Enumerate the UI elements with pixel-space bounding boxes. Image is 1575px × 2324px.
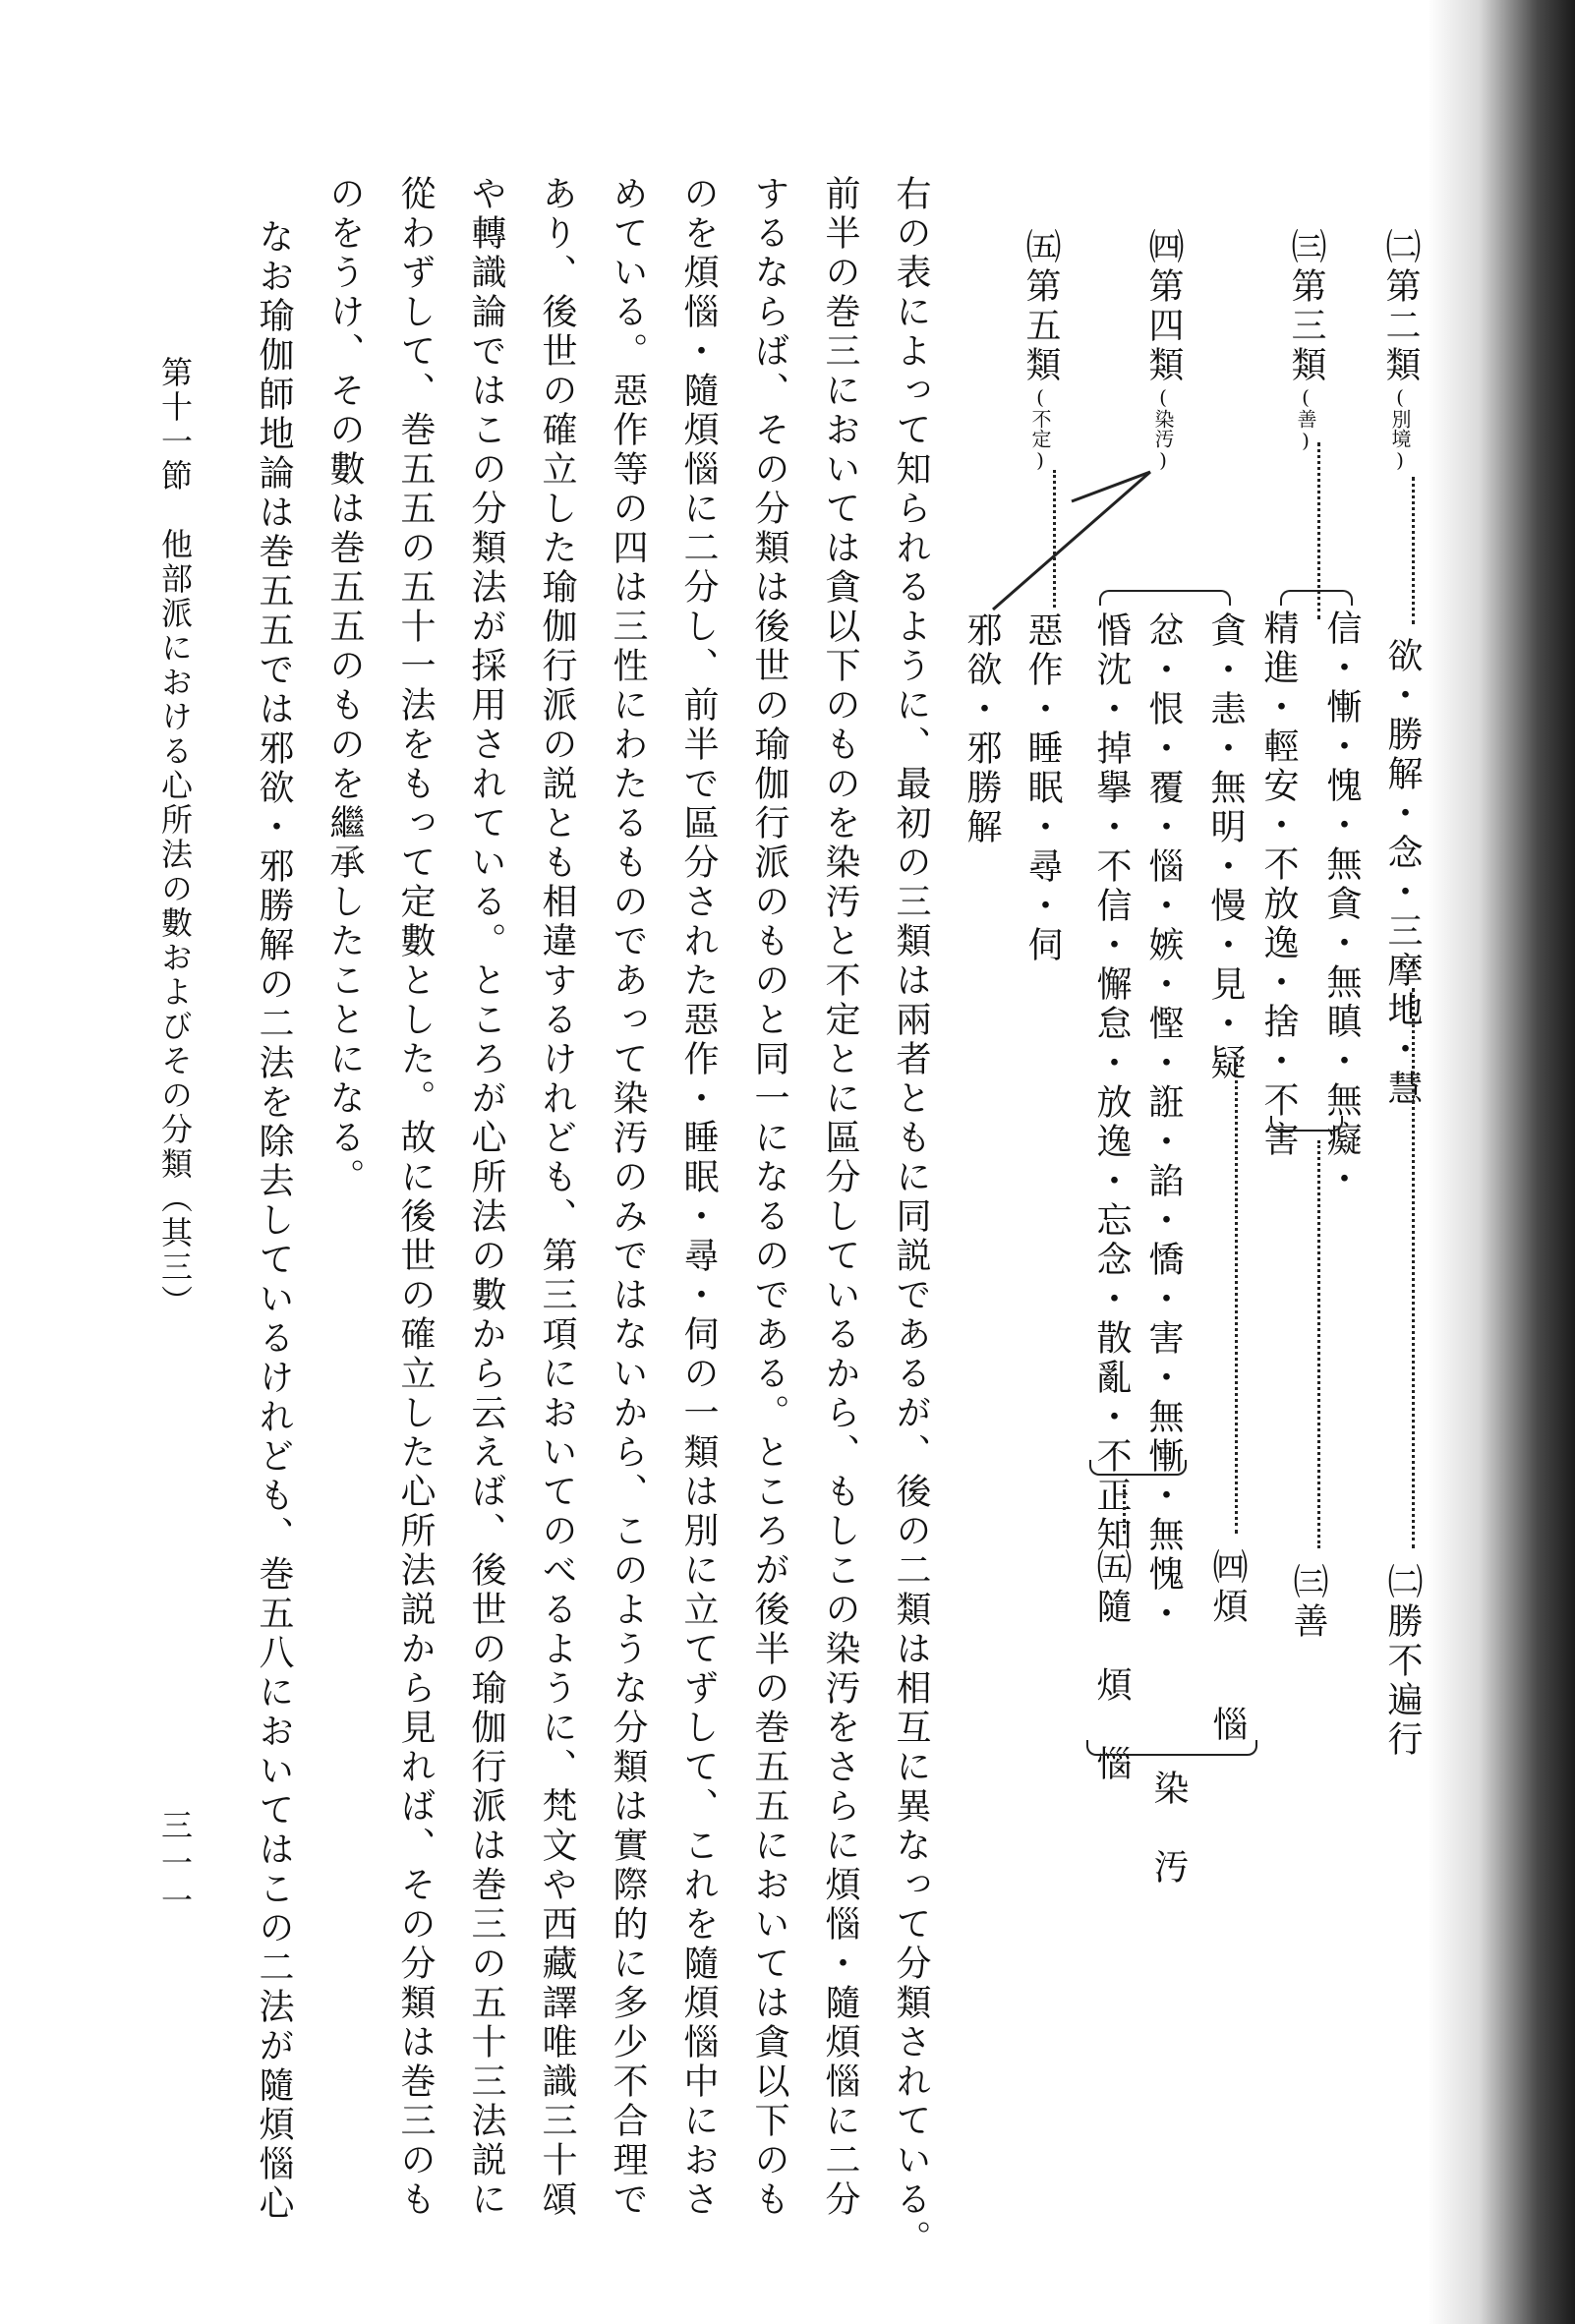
body-line-10: なお瑜伽師地論は巻五五では邪欲・邪勝解の二法を除去しているけれども、巻五八においてはこの二法が隨煩惱心 — [254, 218, 294, 2224]
body-line-9: のをうけ、その數は巻五五のものを繼承したことになる。 — [324, 175, 365, 1197]
row3-result: ㈢善 — [1288, 1563, 1328, 1642]
body-line-5: めている。惡作等の四は三性にわたるものであって染汚のみではないから、このような分類は實際的に多少不合理で — [608, 175, 648, 2220]
row4-items-line2: 忿・恨・覆・惱・嫉・慳・誑・諂・憍・害・無慚・無愧・ — [1143, 611, 1184, 1634]
row5-items-line1: 惡作・睡眠・尋・伺 — [1022, 611, 1063, 965]
row3-label: ㈢第三類(善) — [1286, 228, 1326, 452]
body-line-1: 右の表によって知られるように、最初の三類は兩者ともに同説であるが、後の二類は相互に異なって分類されている。 — [891, 175, 931, 2259]
row4-brace-bottom — [1089, 1460, 1187, 1476]
row4-result-group: 染 汚 — [1148, 1770, 1189, 1888]
row4-items-line1: 貪・恚・無明・慢・見・疑 — [1205, 611, 1246, 1083]
row2-label: ㈡第二類(別境) — [1380, 228, 1421, 472]
row3-brace-top — [1280, 590, 1353, 606]
body-line-8: 從わずして、巻五五の五十一法をもって定數とした。故に後世の確立した心所法説から見れば、その分類は巻三のも — [395, 175, 436, 2220]
body-line-7: や轉識論ではこの分類法が採用されている。ところが心所法の數から云えば、後世の瑜伽行派は巻三の五十三法説に — [466, 175, 506, 2220]
row4-result-a: ㈣煩 惱 — [1207, 1548, 1248, 1745]
page-edge-shadow — [1428, 0, 1575, 2324]
chapter-footer: 第十一節 他部派における心所法の數およびその分類（其三） — [156, 356, 194, 1319]
row3-leader-2 — [1312, 1140, 1320, 1548]
row2-result: ㈡勝不遍行 — [1382, 1563, 1423, 1760]
body-line-4: のを煩惱・隨煩惱に二分し、前半で區分された惡作・睡眠・尋・伺の一類は別に立てずして、これを隨煩惱中におさ — [678, 175, 719, 2220]
row4-result-b: ㈤隨 煩 惱 — [1091, 1548, 1132, 1784]
row2-leader-2 — [1406, 988, 1415, 1548]
page-number: 三一一 — [156, 1809, 194, 1921]
row3-items-line1: 信・慚・愧・無貪・無瞋・無癡・ — [1321, 610, 1362, 1199]
row2-leader — [1406, 477, 1415, 624]
row3-brace-bottom — [1270, 1116, 1343, 1132]
row4-items-line3: 惛沈・掉擧・不信・懈怠・放逸・忘念・散亂・不正知 — [1091, 611, 1132, 1555]
body-line-3: するならば、その分類は後世の瑜伽行派のものと同一になるのである。ところが後半の巻五五においては貪以下のも — [749, 175, 789, 2220]
row4-label: ㈣第四類(染汚) — [1143, 228, 1184, 472]
row2-items: 欲・勝解・念・三摩地・慧 — [1382, 637, 1423, 1109]
result-brace — [1086, 1740, 1257, 1756]
row4-leader-2 — [1117, 1484, 1126, 1534]
body-line-6: あり、後世の確立した瑜伽行派の説とも相違するけれども、第三項においてのべるように、梵文や西藏譯唯識三十頌 — [537, 175, 577, 2220]
row5-items-line2: 邪欲・邪勝解 — [962, 611, 1002, 847]
row4-leader-1 — [1229, 1062, 1238, 1534]
row3-items-line2: 精進・輕安・不放逸・捨・不害 — [1258, 610, 1299, 1160]
row5-label: ㈤第五類(不定) — [1021, 228, 1061, 472]
row4-to-row5-connector — [973, 462, 1170, 629]
body-line-2: 前半の巻三においては貪以下のものを染汚と不定とに區分しているから、もしこの染汚をさらに煩惱・隨煩惱に二分 — [820, 175, 860, 2220]
